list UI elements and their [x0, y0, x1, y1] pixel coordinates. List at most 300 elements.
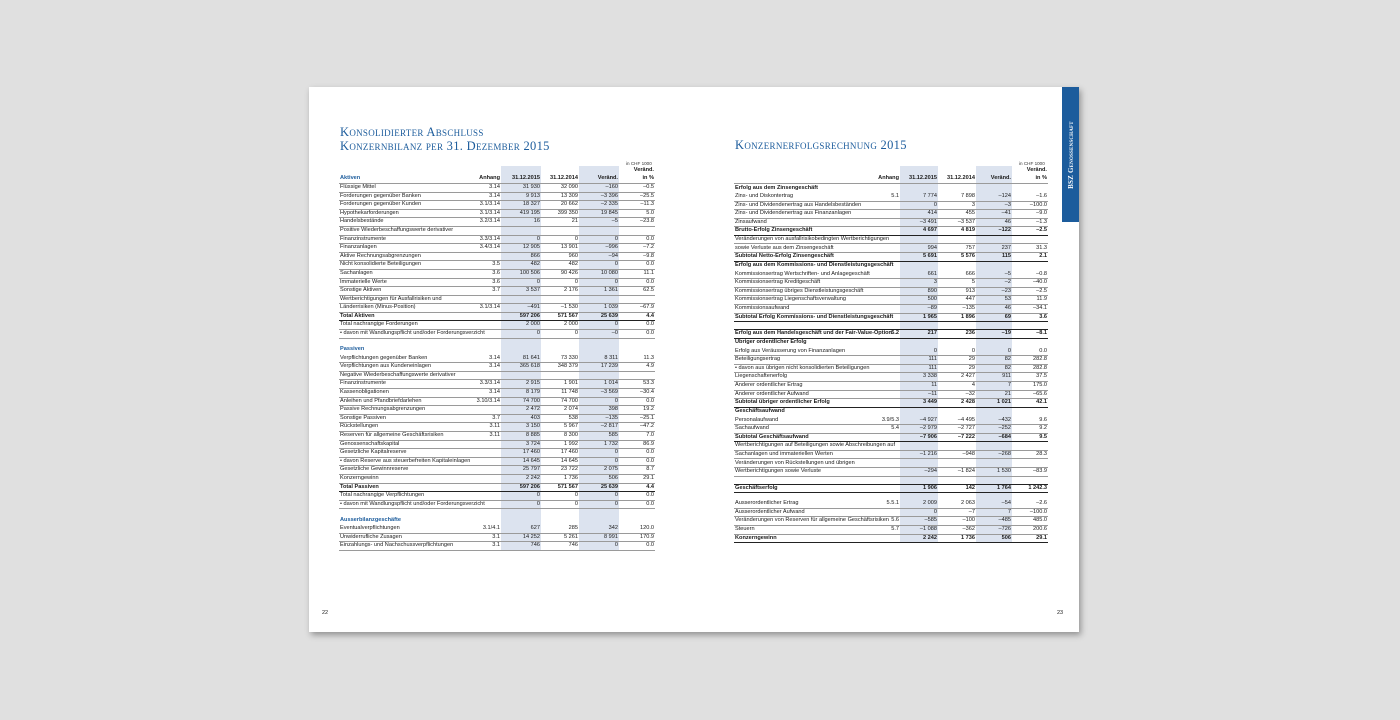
note-ref: 5.2 [866, 330, 900, 339]
table-row [339, 218, 655, 227]
row-label: Kommissionsertrag Liegenschaftsverwaltung [734, 296, 866, 305]
row-label: Flüssige Mittel [339, 184, 467, 193]
change-pct: 19.2 [619, 406, 655, 415]
value-2015 [501, 295, 541, 304]
value-2015: –491 [501, 304, 541, 313]
change-pct: 11.3 [619, 355, 655, 363]
change-pct: 0.0 [619, 330, 655, 339]
table-row [339, 406, 655, 415]
table-row [734, 407, 1048, 417]
value-2014: 5 967 [541, 423, 579, 432]
change-abs: 0 [579, 500, 619, 509]
row-label: Ausserordentlicher Aufwand [734, 508, 866, 517]
table-row [339, 278, 655, 287]
table-row [339, 261, 655, 270]
change-pct: 2.1 [1012, 253, 1048, 262]
value-2015: 4 697 [900, 227, 938, 236]
change-pct: 175.0 [1012, 381, 1048, 390]
row-label: Wertberichtigungen für Ausfallrisiken und [339, 295, 467, 304]
value-2014 [938, 407, 976, 417]
value-2015 [501, 371, 541, 380]
change-pct: 0.0 [619, 449, 655, 458]
row-label [734, 493, 866, 501]
value-2015: 2 000 [501, 321, 541, 330]
value-2015: 0 [900, 201, 938, 210]
table-header-row [734, 166, 1048, 184]
note-ref [866, 253, 900, 262]
change-abs [976, 476, 1012, 484]
change-pct [1012, 322, 1048, 330]
value-2014: 23 722 [541, 466, 579, 475]
change-abs: –432 [976, 417, 1012, 425]
table-row [734, 442, 1048, 451]
note-ref [866, 459, 900, 468]
value-2014 [938, 476, 976, 484]
value-2014: 2 427 [938, 373, 976, 382]
value-2015: 3 [900, 279, 938, 288]
change-abs: 17 239 [579, 363, 619, 372]
change-pct: 28.3 [1012, 450, 1048, 459]
value-2014: 142 [938, 484, 976, 493]
value-2014: –100 [938, 517, 976, 526]
value-2014: 21 [541, 218, 579, 227]
value-2015: 8 179 [501, 388, 541, 397]
right-title: Konzernerfolgsrechnung 2015 [735, 138, 907, 152]
row-label: Erfolg aus Veräusserung von Finanzanlagen [734, 348, 866, 356]
change-pct: 11.1 [619, 269, 655, 278]
change-abs: –2 335 [579, 201, 619, 210]
change-abs: 585 [579, 431, 619, 440]
value-2015: 0 [501, 278, 541, 287]
value-2014: 14 645 [541, 457, 579, 466]
row-label: Übriger ordentlicher Erfolg [735, 339, 807, 346]
change-abs [579, 338, 619, 346]
value-2015: 2 242 [900, 534, 938, 543]
table-row [339, 414, 655, 423]
change-abs [976, 442, 1012, 451]
note-ref [866, 534, 900, 543]
value-2015: 12 905 [501, 244, 541, 253]
change-abs: –252 [976, 425, 1012, 434]
change-pct: 4.4 [619, 483, 655, 492]
table-row [339, 295, 655, 304]
row-label: sowie Verluste aus dem Zinsengeschäft [734, 244, 866, 253]
change-pct: 0.0 [619, 278, 655, 287]
row-label: Sonstige Passiven [339, 414, 467, 423]
row-label: Veränderungen von ausfallrisikobedingten Wertberichtigungen [734, 235, 866, 244]
note-ref: 3.14 [467, 388, 501, 397]
change-pct: 8.7 [619, 466, 655, 475]
row-label: Liegenschaftenerfolg [734, 373, 866, 382]
change-abs [976, 338, 1012, 348]
value-2014 [938, 322, 976, 330]
change-abs: –268 [976, 450, 1012, 459]
left-title-line1: Konsolidierter Abschluss [340, 125, 484, 139]
value-2014: 73 330 [541, 355, 579, 363]
change-pct: –65.6 [1012, 390, 1048, 399]
table-row [734, 218, 1048, 227]
table-row [734, 476, 1048, 484]
row-label: • davon aus übrigen nicht konsolidierten Beteiligungen [734, 364, 866, 373]
change-abs: 0 [579, 321, 619, 330]
value-2014: 285 [541, 525, 579, 533]
change-pct: 170.9 [619, 533, 655, 542]
note-ref [866, 433, 900, 442]
table-row [339, 423, 655, 432]
change-abs: 1 530 [976, 468, 1012, 477]
change-abs: 1 021 [976, 399, 1012, 408]
note-ref: 3.9/5.3 [866, 417, 900, 425]
change-pct: 37.5 [1012, 373, 1048, 382]
value-2015: 890 [900, 287, 938, 296]
change-abs: 237 [976, 244, 1012, 253]
table-row [339, 440, 655, 449]
note-ref [866, 364, 900, 373]
value-2014 [938, 235, 976, 244]
row-label: Hypothekarforderungen [339, 209, 467, 218]
value-2014: 4 [938, 381, 976, 390]
change-pct: 0.0 [619, 492, 655, 501]
change-pct: –8.1 [1012, 330, 1048, 339]
row-label: Zins- und Dividendenertrag aus Finanzanlagen [734, 210, 866, 219]
note-ref [866, 508, 900, 517]
value-2015: 0 [900, 508, 938, 517]
value-2015: 3 724 [501, 440, 541, 449]
note-ref: 3.6 [467, 269, 501, 278]
balance-sheet-table [339, 166, 655, 551]
value-2014 [541, 338, 579, 346]
row-label: Genossenschaftskapital [339, 440, 467, 449]
value-2014: 348 379 [541, 363, 579, 372]
note-ref: 3.1/3.14 [467, 209, 501, 218]
row-label: Forderungen gegenüber Banken [339, 192, 467, 201]
value-2014 [938, 184, 976, 194]
change-abs: –122 [976, 227, 1012, 236]
row-label: Finanzinstrumente [339, 235, 467, 244]
value-2015: 25 797 [501, 466, 541, 475]
row-label: Verpflichtungen aus Kundeneinlagen [339, 363, 467, 372]
table-row [734, 468, 1048, 477]
note-ref: 3.11 [467, 423, 501, 432]
value-2014 [541, 509, 579, 517]
value-2014: –32 [938, 390, 976, 399]
value-2014: 8 300 [541, 431, 579, 440]
total-row [734, 433, 1048, 442]
note-ref [467, 483, 501, 492]
row-label: Steuern [734, 525, 866, 534]
value-2015: 0 [900, 348, 938, 356]
column-header: Anhang [866, 166, 900, 184]
note-ref [866, 450, 900, 459]
row-label: Länderrisiken (Minus-Position) [339, 304, 467, 313]
note-ref [866, 304, 900, 313]
value-2015: 403 [501, 414, 541, 423]
value-2014 [938, 261, 976, 271]
table-row [339, 226, 655, 235]
value-2014: 11 748 [541, 388, 579, 397]
value-2014: 5 261 [541, 533, 579, 542]
table-row [734, 364, 1048, 373]
change-abs: 25 639 [579, 312, 619, 321]
change-abs: 911 [976, 373, 1012, 382]
change-pct [1012, 459, 1048, 468]
table-row [734, 348, 1048, 356]
row-label: Total nachrangige Verpflichtungen [339, 492, 467, 501]
change-pct: 11.9 [1012, 296, 1048, 305]
row-label: Wertberichtigungen sowie Verluste [734, 468, 866, 477]
change-pct [1012, 261, 1048, 271]
value-2015: 17 460 [501, 449, 541, 458]
value-2015: –1 216 [900, 450, 938, 459]
row-label: Gesetzliche Kapitalreserve [339, 449, 467, 458]
note-ref: 3.1/4.1 [467, 525, 501, 533]
table-row [339, 431, 655, 440]
note-ref: 3.3/3.14 [467, 235, 501, 244]
note-ref: 3.10/3.14 [467, 397, 501, 406]
change-pct: 29.1 [619, 474, 655, 483]
change-pct: –1.3 [1012, 218, 1048, 227]
section-heading-row [339, 346, 655, 355]
change-pct: –40.0 [1012, 279, 1048, 288]
row-label: Kommissionsertrag Kreditgeschäft [734, 279, 866, 288]
value-2015: 14 252 [501, 533, 541, 542]
value-2014: 4 819 [938, 227, 976, 236]
row-label: Forderungen gegenüber Kunden [339, 201, 467, 210]
change-abs: 0 [579, 397, 619, 406]
value-2015: 1 965 [900, 313, 938, 322]
value-2015 [900, 407, 938, 417]
value-2015: 2 915 [501, 380, 541, 389]
value-2015: 2 472 [501, 406, 541, 415]
value-2015: 597 206 [501, 312, 541, 321]
value-2015: 866 [501, 252, 541, 261]
row-label [734, 322, 866, 330]
total-row [734, 534, 1048, 543]
column-header: Veränd. in % [1012, 166, 1048, 184]
value-2015 [900, 322, 938, 330]
change-abs: –5 [976, 271, 1012, 279]
change-pct [1012, 338, 1048, 348]
value-2015: 18 327 [501, 201, 541, 210]
total-row [734, 330, 1048, 339]
value-2015: 0 [501, 235, 541, 244]
note-ref [467, 346, 501, 355]
note-ref [866, 322, 900, 330]
change-abs: –3 [976, 201, 1012, 210]
value-2015: –1 088 [900, 525, 938, 534]
table-row [339, 321, 655, 330]
note-ref: 3.1 [467, 542, 501, 551]
change-pct: 4.9 [619, 363, 655, 372]
change-pct: 282.8 [1012, 356, 1048, 365]
note-ref: 3.7 [467, 287, 501, 296]
table-row [339, 287, 655, 296]
note-ref [866, 279, 900, 288]
row-label: Kommissionsaufwand [734, 304, 866, 313]
value-2014 [541, 371, 579, 380]
change-abs: 82 [976, 364, 1012, 373]
note-ref [467, 321, 501, 330]
value-2014 [541, 516, 579, 525]
change-pct: –23.8 [619, 218, 655, 227]
change-pct: –25.5 [619, 192, 655, 201]
change-abs: 25 639 [579, 483, 619, 492]
value-2014: 7 898 [938, 193, 976, 201]
value-2014: 482 [541, 261, 579, 270]
row-label: Zins- und Diskontertrag [734, 193, 866, 201]
row-label: Ausserbilanzgeschäfte [340, 516, 401, 523]
value-2014: 1 736 [938, 534, 976, 543]
change-abs: 1 732 [579, 440, 619, 449]
note-ref: 3.6 [467, 278, 501, 287]
row-label: Anderer ordentlicher Aufwand [734, 390, 866, 399]
change-abs: 69 [976, 313, 1012, 322]
row-label: Aktive Rechnungsabgrenzungen [339, 252, 467, 261]
note-ref [866, 373, 900, 382]
note-ref [866, 210, 900, 219]
value-2015 [501, 346, 541, 355]
note-ref [467, 474, 501, 483]
value-2014: 32 090 [541, 184, 579, 193]
change-pct: 9.2 [1012, 425, 1048, 434]
table-row [734, 493, 1048, 501]
row-label: Passive Rechnungsabgrenzungen [339, 406, 467, 415]
change-pct: 42.1 [1012, 399, 1048, 408]
value-2015: 16 [501, 218, 541, 227]
table-row [734, 322, 1048, 330]
value-2014: 0 [541, 235, 579, 244]
row-label: • davon Reserve aus steuerbefreiten Kapitaleinlagen [339, 457, 467, 466]
value-2014: 3 [938, 201, 976, 210]
change-abs: –485 [976, 517, 1012, 526]
value-2014: 74 700 [541, 397, 579, 406]
note-ref [866, 356, 900, 365]
change-pct: 7.0 [619, 431, 655, 440]
change-pct: 5.0 [619, 209, 655, 218]
note-ref [866, 407, 900, 417]
note-ref [866, 271, 900, 279]
row-label: Kommissionsertrag Wertschriften- und Anlagegeschäft [734, 271, 866, 279]
right-unit-label: in CHF 1000 [1019, 161, 1045, 166]
table-row [734, 373, 1048, 382]
value-2014: 447 [938, 296, 976, 305]
change-abs: 506 [579, 474, 619, 483]
value-2015: 111 [900, 356, 938, 365]
note-ref: 3.1/3.14 [467, 304, 501, 313]
row-label: Wertberichtigungen auf Beteiligungen sowie Abschreibungen auf [734, 442, 866, 451]
table-row [339, 397, 655, 406]
value-2015: 7 774 [900, 193, 938, 201]
table-row [734, 459, 1048, 468]
value-2015: 1 906 [900, 484, 938, 493]
value-2014: 399 350 [541, 209, 579, 218]
row-label: Geschäftserfolg [734, 484, 866, 493]
row-label: Gesetzliche Gewinnreserve [339, 466, 467, 475]
change-pct: 53.3 [619, 380, 655, 389]
row-label: Personalaufwand [734, 417, 866, 425]
value-2014: 5 [938, 279, 976, 288]
table-row [734, 508, 1048, 517]
change-abs: 1 361 [579, 287, 619, 296]
note-ref: 3.1 [467, 533, 501, 542]
change-abs: –41 [976, 210, 1012, 219]
change-abs: –124 [976, 193, 1012, 201]
row-label: Total nachrangige Forderungen [339, 321, 467, 330]
note-ref [467, 466, 501, 475]
table-row [734, 210, 1048, 219]
value-2015: –3 491 [900, 218, 938, 227]
header-label [734, 166, 866, 184]
value-2014 [541, 346, 579, 355]
change-abs [579, 516, 619, 525]
table-row [734, 235, 1048, 244]
total-row [734, 227, 1048, 236]
change-pct: 0.0 [619, 542, 655, 551]
value-2015: 11 [900, 381, 938, 390]
note-ref: 5.1 [866, 193, 900, 201]
note-ref: 3.14 [467, 355, 501, 363]
row-label: • davon mit Wandlungspflicht und/oder Forderungsverzicht [339, 330, 467, 339]
value-2015: 414 [900, 210, 938, 219]
change-abs: –19 [976, 330, 1012, 339]
change-abs [976, 184, 1012, 194]
column-header: 31.12.2014 [938, 166, 976, 184]
value-2015: –2 979 [900, 425, 938, 434]
change-abs: –3 569 [579, 388, 619, 397]
table-row [339, 338, 655, 346]
table-row [734, 201, 1048, 210]
table-row [339, 252, 655, 261]
change-abs [579, 295, 619, 304]
note-ref [866, 244, 900, 253]
change-pct: 1 242.3 [1012, 484, 1048, 493]
table-row [339, 525, 655, 533]
change-pct: –11.3 [619, 201, 655, 210]
value-2014: –2 727 [938, 425, 976, 434]
note-ref: 3.7 [467, 414, 501, 423]
value-2014: –3 537 [938, 218, 976, 227]
value-2014: 666 [938, 271, 976, 279]
change-abs [579, 226, 619, 235]
value-2015: 100 506 [501, 269, 541, 278]
value-2014: –362 [938, 525, 976, 534]
note-ref: 5.5.1 [866, 500, 900, 508]
value-2014: 757 [938, 244, 976, 253]
table-row [734, 381, 1048, 390]
change-abs: 1 039 [579, 304, 619, 313]
change-pct: –67.9 [619, 304, 655, 313]
note-ref [866, 381, 900, 390]
change-pct [1012, 407, 1048, 417]
value-2015 [501, 226, 541, 235]
note-ref [866, 468, 900, 477]
table-row [734, 500, 1048, 508]
value-2015 [900, 493, 938, 501]
value-2015: –89 [900, 304, 938, 313]
note-ref: 3.3/3.14 [467, 380, 501, 389]
change-pct: 31.3 [1012, 244, 1048, 253]
table-row [339, 235, 655, 244]
change-abs: –160 [579, 184, 619, 193]
table-row [339, 466, 655, 475]
value-2014: 0 [541, 278, 579, 287]
row-label [339, 338, 467, 346]
table-row [734, 425, 1048, 434]
value-2014: 13 901 [541, 244, 579, 253]
value-2014: 0 [541, 330, 579, 339]
note-ref: 3.14 [467, 192, 501, 201]
column-header: 31.12.2014 [541, 166, 579, 184]
